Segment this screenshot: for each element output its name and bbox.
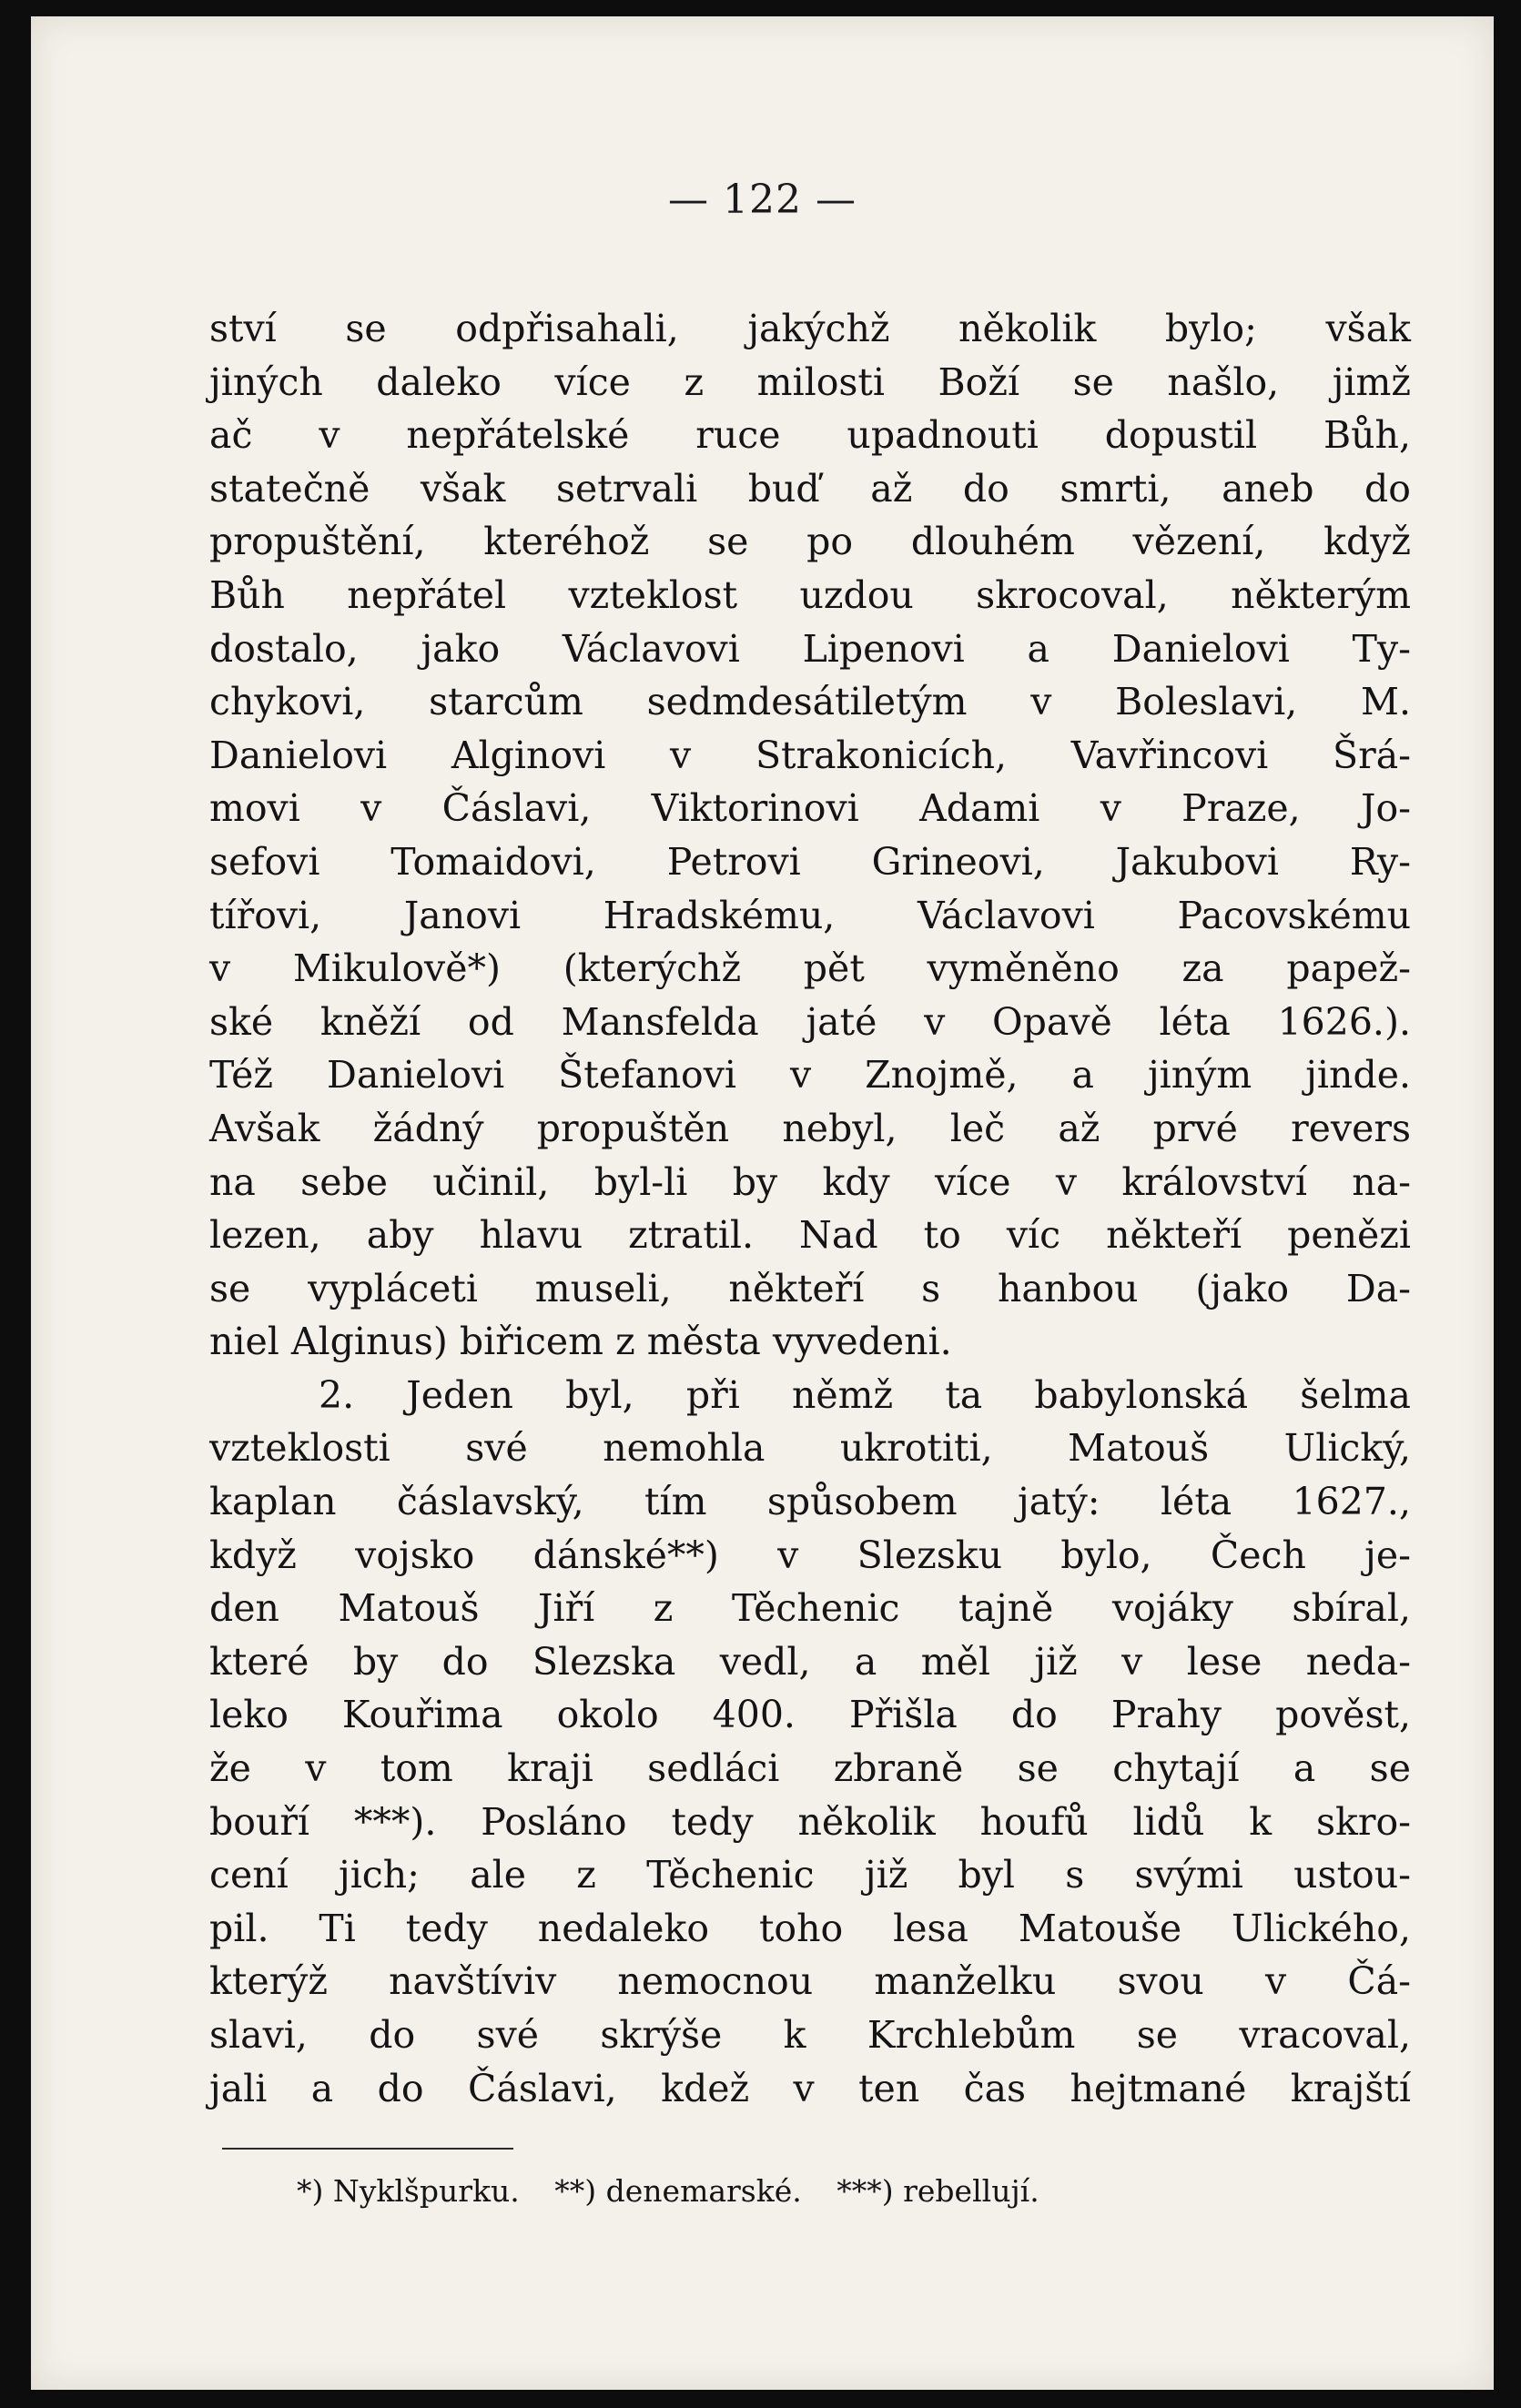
text-line: slavi, do své skrýše k Krchlebům se vracoval,: [209, 2013, 1411, 2057]
text-line: jiných daleko více z milosti Boží se našlo, jimž: [209, 359, 1411, 404]
text-line: které by do Slezska vedl, a měl již v lese neda-: [209, 1639, 1411, 1684]
text-line: den Matouš Jiří z Těchenic tajně vojáky sbíral,: [209, 1586, 1411, 1631]
text-line: na sebe učinil, byl-li by kdy více v království na-: [209, 1159, 1411, 1204]
text-line: kterýž navštíviv nemocnou manželku svou v Čá-: [209, 1959, 1411, 2004]
text-line: jali a do Čáslavi, kdež v ten čas hejtmané krajští: [209, 2066, 1411, 2110]
text-line: Avšak žádný propuštěn nebyl, leč až prvé revers: [209, 1106, 1411, 1150]
body-text: [209, 302, 1411, 2115]
text-line: ské kněží od Mansfelda jaté v Opavě léta 1626.).: [209, 999, 1411, 1044]
page-number: — 122 —: [668, 177, 857, 223]
text-line: chykovi, starcům sedmdesátiletým v Boleslavi, M.: [209, 680, 1411, 724]
paragraph-start-line: 2. Jeden byl, při němž ta babylonská šelma: [319, 1372, 1411, 1417]
footnote-2: **) denemarské.: [554, 2173, 802, 2209]
footnote-1: *) Nyklšpurku.: [297, 2173, 520, 2209]
footnotes: [297, 2173, 1065, 2209]
text-line: vzteklosti své nemohla ukrotiti, Matouš Ulický,: [209, 1426, 1411, 1471]
text-line: se vypláceti museli, někteří s hanbou (jako Da-: [209, 1266, 1411, 1310]
text-line: dostalo, jako Václavovi Lipenovi a Danielovi Ty-: [209, 626, 1411, 671]
text-line: ství se odpřisahali, jakýchž několik bylo; však: [209, 307, 1411, 350]
text-line: lezen, aby hlavu ztratil. Nad to víc někteří penězi: [209, 1213, 1411, 1258]
footnote-3: ***) rebellují.: [837, 2173, 1039, 2209]
text-line: sefovi Tomaidovi, Petrovi Grineovi, Jakubovi Ry-: [209, 839, 1411, 884]
text-line: že v tom kraji sedláci zbraně se chytají a se: [209, 1746, 1411, 1791]
text-line: bouří ***). Posláno tedy několik houfů lidů k skro-: [209, 1799, 1411, 1844]
text-line: movi v Čáslavi, Viktorinovi Adami v Praze, Jo-: [209, 786, 1411, 831]
text-line: Bůh nepřátel vzteklost uzdou skrocoval, některým: [209, 572, 1411, 617]
text-line: Danielovi Alginovi v Strakonicích, Vavřincovi Šrá-: [209, 733, 1411, 777]
text-line: když vojsko dánské**) v Slezsku bylo, Čech je-: [209, 1533, 1411, 1577]
text-line: Též Danielovi Štefanovi v Znojmě, a jiným jinde.: [209, 1053, 1411, 1098]
text-line: leko Kouřima okolo 400. Přišla do Prahy pověst,: [209, 1693, 1411, 1737]
footnote-divider: [222, 2148, 513, 2150]
text-line: kaplan čáslavský, tím spůsobem jatý: léta 1627.,: [209, 1480, 1411, 1524]
text-line: pil. Ti tedy nedaleko toho lesa Matouše Ulického,: [209, 1906, 1411, 1950]
text-line: cení jich; ale z Těchenic již byl s svými ustou-: [209, 1853, 1411, 1897]
text-line: ač v nepřátelské ruce upadnouti dopustil Bůh,: [209, 413, 1411, 458]
text-line: niel Alginus) biřicem z města vyvedeni.: [209, 1320, 952, 1364]
text-line: tířovi, Janovi Hradskému, Václavovi Pacovskému: [209, 893, 1411, 937]
text-line: propuštění, kteréhož se po dlouhém vězení, když: [209, 520, 1411, 564]
text-line: statečně však setrvali buď až do smrti, aneb do: [209, 466, 1411, 511]
book-page: [31, 16, 1494, 2390]
text-line: v Mikulově*) (kterýchž pět vyměněno za papež-: [209, 946, 1411, 991]
